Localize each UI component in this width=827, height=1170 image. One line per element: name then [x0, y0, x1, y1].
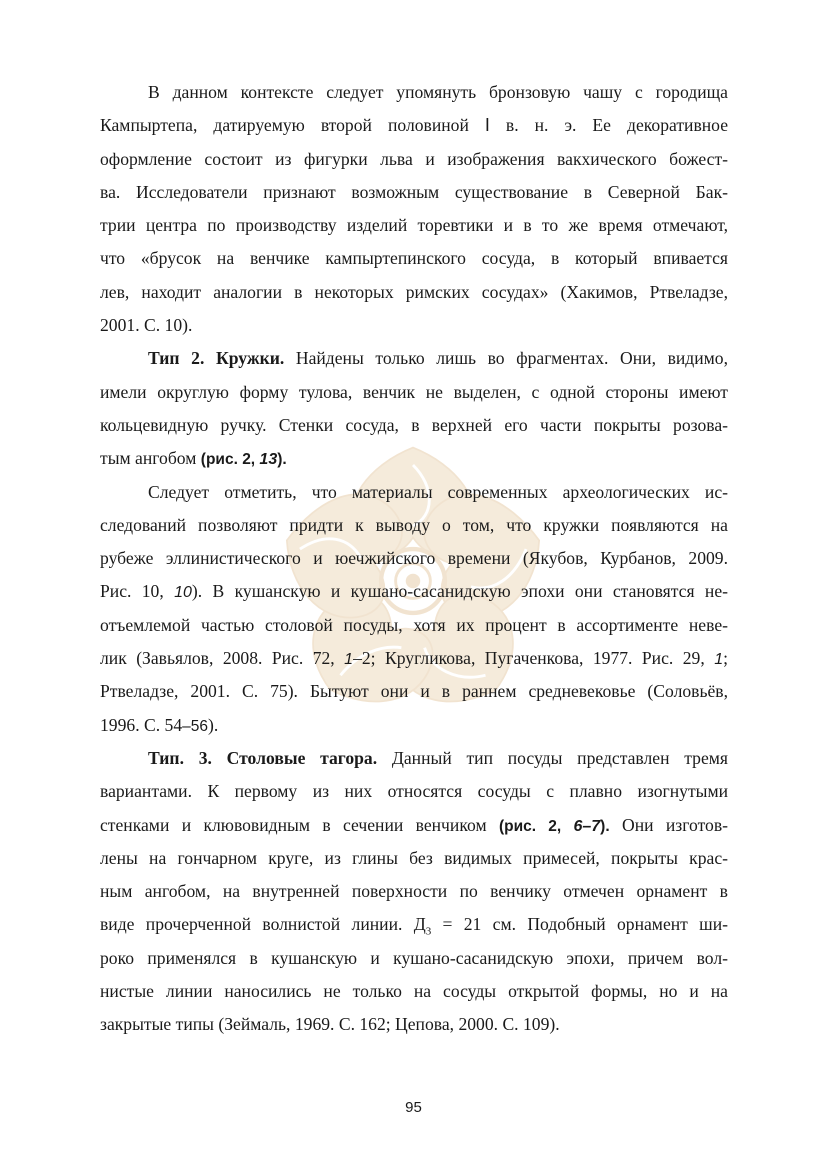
text-line: рубеже эллинистического и юечжийского времени (Якубов, Курбанов, 2009. [100, 548, 728, 569]
figure-reference: (рис. 2, [498, 817, 574, 835]
text-line: лены на гончарном круге, из глины без видимых примесей, покрыты крас- [100, 847, 728, 868]
text-line: лик (Завьялов, 2008. Рис. 72, 1–2; Кругликова, Пугаченкова, 1977. Рис. 29, 1; [100, 648, 728, 669]
figure-reference: (рис. 2, [200, 451, 260, 469]
text-line: что «брусок на венчике кампыртепинского сосуда, в который впивается [100, 248, 728, 269]
text-line: 1996. С. 54–56). [100, 714, 219, 735]
text-line: нистые линии наносились не только на сосуды открытой формы, но и на [100, 981, 728, 1002]
body-text [100, 76, 728, 1042]
text-line: ным ангобом, на внутренней поверхности по венчику отмечен орнамент в [100, 881, 728, 902]
text-line: Кампыртепа, датируемую второй половиной I в. н. э. Ее декоративное [100, 115, 729, 136]
page-number: 95 [405, 1099, 422, 1116]
text-line: вариантами. К первому из них относятся сосуды с плавно изогнутыми [100, 781, 728, 802]
section-heading: Тип 2. Кружки. [148, 348, 285, 369]
text-line: стенками и клювовидным в сечении венчиком (рис. 2, 6–7). Они изготов- [100, 814, 729, 835]
text-line: 2001. С. 10). [100, 315, 193, 336]
text-line: Следует отметить, что материалы современных археологических ис- [148, 481, 728, 502]
text-line: ва. Исследователи признают возможным существование в Северной Бак- [100, 181, 728, 202]
section-heading: Тип. 3. Столовые тагора. [148, 747, 378, 768]
text-line: трии центра по производству изделий торевтики и в то же время отмечают, [100, 215, 728, 236]
text-line: лев, находит аналогии в некоторых римских сосудах» (Хакимов, Ртвеладзе, [100, 281, 728, 302]
text-line: Ртвеладзе, 2001. С. 75). Бытуют они и в раннем средневековье (Соловьёв, [100, 681, 728, 702]
text-line: кольцевидную ручку. Стенки сосуда, в верхней его части покрыты розова- [100, 414, 728, 435]
text-line: имели округлую форму тулова, венчик не выделен, с одной стороны имеют [100, 381, 728, 402]
text-line: В данном контексте следует упомянуть бронзовую чашу с городища [148, 82, 728, 102]
text-line: отъемлемой частью столовой посуды, хотя их процент в ассортименте неве- [100, 614, 728, 635]
text-line: тым ангобом (рис. 2, 13). [100, 448, 287, 469]
text-line: закрытые типы (Зеймаль, 1969. С. 162; Цепова, 2000. С. 109). [100, 1014, 560, 1035]
text-line: следований позволяют придти к выводу о том, что кружки появляются на [100, 514, 728, 535]
text-line: виде прочерченной волнистой линии. $Д_3 = 21$ см. Подобный орнамент ши- [100, 914, 728, 938]
text-line: Рис. 10, 10). В кушанскую и кушано-сасанидскую эпохи они становятся не- [100, 581, 729, 602]
text-line: оформление состоит из фигурки льва и изображения вакхического божест- [100, 148, 728, 169]
text-line: Тип. 3. Столовые тагора. Данный тип посуды представлен тремя [148, 747, 728, 768]
text-line: Тип 2. Кружки. Найдены только лишь во фрагментах. Они, видимо, [148, 348, 728, 369]
text-line: роко применялся в кушанскую и кушано-сасанидскую эпохи, причем вол- [100, 947, 728, 968]
